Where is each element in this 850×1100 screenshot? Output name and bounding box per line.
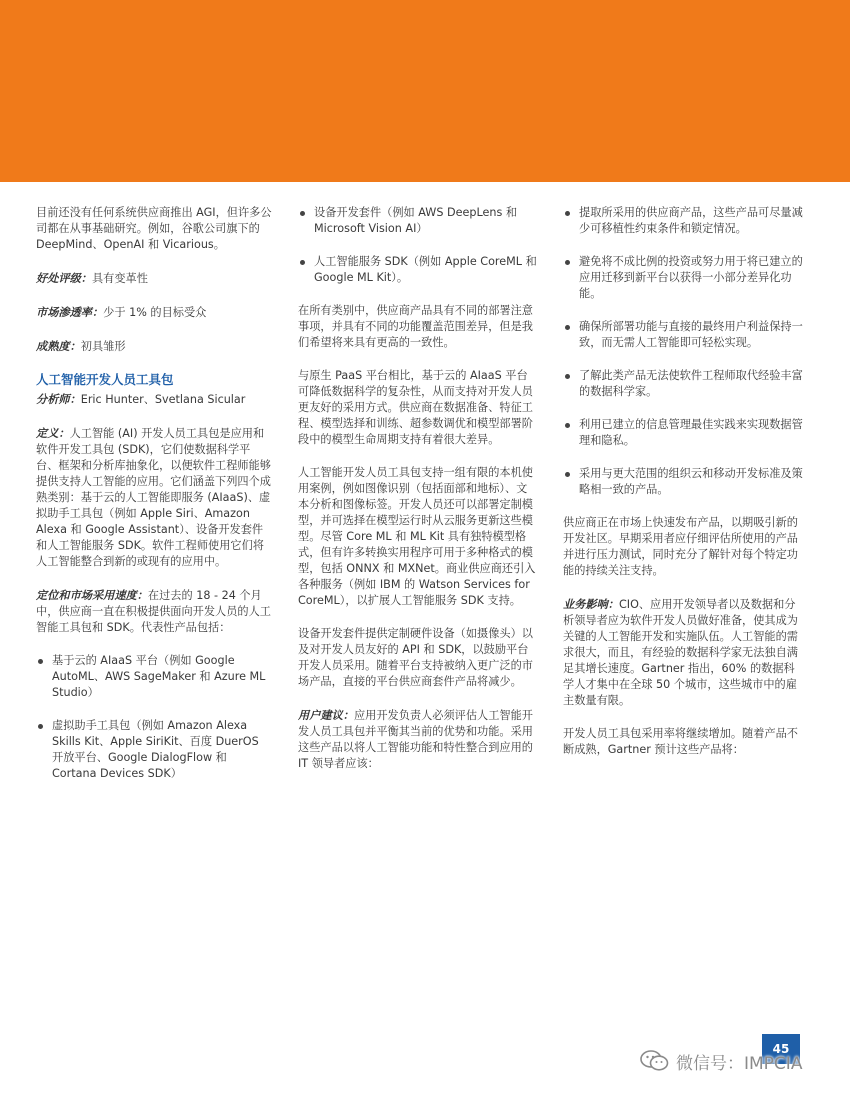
page-number: 45 (762, 1034, 800, 1064)
list-item: 利用已建立的信息管理最佳实践来实现数据管理和隐私。 (563, 417, 803, 449)
list-item: 设备开发套件（例如 AWS DeepLens 和 Microsoft Vision AI） (298, 205, 538, 237)
benefit-value: 具有变革性 (91, 272, 148, 285)
bullet-icon (565, 211, 570, 216)
list-item: 避免将不成比例的投资或努力用于将已建立的应用迁移到新平台以获得一小部分差异化功能。 (563, 254, 803, 302)
watermark-text: 微信号：IMPCIA (676, 1053, 803, 1074)
position-text: 在过去的 18 - 24 个月中，供应商一直在积极提供面向开发人员的人工智能工具包和 SDK。代表性产品包括： (36, 589, 271, 634)
list-item: 虚拟助手工具包（例如 Amazon Alexa Skills Kit、Apple SiriKit、百度 DuerOS 开放平台、Google DialogFlow 和 Cortana Devices SDK） (36, 718, 272, 782)
bullet-icon (565, 374, 570, 379)
header-band (0, 0, 850, 182)
wechat-icon (640, 1049, 670, 1073)
analyst-label: 分析师： (36, 392, 81, 406)
advice-label: 用户建议： (298, 708, 354, 722)
penetration-label: 市场渗透率： (36, 305, 104, 319)
column-2 (298, 205, 538, 789)
paragraph: 在所有类别中，供应商产品具有不同的部署注意事项，并具有不同的功能覆盖范围差异，但是我们希望将来具有更高的一致性。 (298, 304, 533, 349)
impact-label: 业务影响： (563, 597, 619, 611)
product-list (36, 653, 272, 782)
benefit-label: 好处评级： (36, 271, 92, 285)
definition-label: 定义： (36, 426, 70, 440)
advice-text: 应用开发负责人必须评估人工智能开发人员工具包并平衡其当前的优势和功能。采用这些产品以将人工智能功能和特性整合到应用的 IT 领导者应该： (298, 709, 533, 770)
list-item: 提取所采用的供应商产品，这些产品可尽量减少可移植性约束条件和锁定情况。 (563, 205, 803, 237)
bullet-icon (565, 325, 570, 330)
paragraph: 人工智能开发人员工具包支持一组有限的本机使用案例，例如图像识别（包括面部和地标）、文本分析和图像标签。开发人员还可以部署定制模型，并可选择在模型运行时从云服务更新这些模型。尽管 Core ML 和 ML Kit 具有独特模型格式，但有许多转换实用程序可用于多种格式的模型，包括 ONNX 和 MXNet。商业供应商还引入各种服务（例如 IBM 的 Watson Services for CoreML），以扩展人工智能服务 SDK 支持。 (298, 466, 536, 607)
column-1 (36, 205, 272, 799)
bullet-icon (38, 659, 43, 664)
benefit-rating (36, 270, 272, 287)
product-list-continued (298, 205, 538, 286)
bullet-icon (38, 724, 43, 729)
bullet-icon (300, 260, 305, 265)
position-paragraph (36, 587, 272, 636)
paragraph: 供应商正在市场上快速发布产品，以期吸引新的开发社区。早期采用者应仔细评估所使用的产品并进行压力测试，同时充分了解针对每个特定功能的持续关注支持。 (563, 516, 798, 577)
paragraph: 设备开发套件提供定制硬件设备（如摄像头）以及对开发人员友好的 API 和 SDK，以鼓励平台开发人员采用。随着平台支持被纳入更广泛的市场产品，直接的平台供应商套件产品将减少。 (298, 627, 533, 688)
paragraph: 开发人员工具包采用率将继续增加。随着产品不断成熟，Gartner 预计这些产品将： (563, 727, 798, 756)
bullet-icon (565, 472, 570, 477)
list-item: 采用与更大范围的组织云和移动开发标准及策略相一致的产品。 (563, 466, 803, 498)
maturity (36, 338, 272, 355)
list-item: 基于云的 AIaaS 平台（例如 Google AutoML、AWS SageMaker 和 Azure ML Studio） (36, 653, 272, 701)
maturity-value: 初具雏形 (80, 340, 126, 353)
list-item: 确保所部署功能与直接的最终用户利益保持一致，而无需人工智能即可轻松实现。 (563, 319, 803, 351)
bullet-icon (300, 211, 305, 216)
definition-paragraph (36, 425, 272, 570)
list-item: 了解此类产品无法使软件工程师取代经验丰富的数据科学家。 (563, 368, 803, 400)
definition-text: 人工智能 (AI) 开发人员工具包是应用和软件开发工具包 (SDK)，它们使数据科学平台、框架和分析库抽象化，以便软件工程师能够提供支持人工智能的应用。它们涵盖下列四个成熟类别：基于云的人工智能即服务 (AIaaS)、虚拟助手工具包（例如 Apple Siri、Amazon Alexa 和 Google Assistant）、设备开发套件和人工智能服务 SDK。软件工程师使用它们将人工智能整合到新的或现有的应用中。 (36, 427, 271, 568)
business-impact-paragraph (563, 596, 803, 709)
paragraph: 与原生 PaaS 平台相比，基于云的 AIaaS 平台可降低数据科学的复杂性，从而支持对开发人员更友好的采用方式。供应商在数据准备、特征工程、模型选择和训练、超参数调优和模型部署阶段中的模型生命周期支持有着很大差异。 (298, 369, 533, 446)
bullet-icon (565, 423, 570, 428)
analyst-line (36, 391, 272, 408)
market-penetration (36, 304, 272, 321)
impact-text: CIO、应用开发领导者以及数据和分析领导者应为软件开发人员做好准备，使其成为关键的人工智能开发和实施队伍。人工智能的需求很大，而且，有经验的数据科学家无法独自满足其增长速度。Gartner 指出，60% 的数据科学人才集中在全球 50 个城市，这些城市中的雇主数量有限。 (563, 598, 798, 707)
analyst-value: Eric Hunter、Svetlana Sicular (80, 393, 246, 406)
watermark (640, 1048, 802, 1074)
position-label: 定位和市场采用速度： (36, 588, 148, 602)
bullet-icon (565, 260, 570, 265)
recommendation-list (563, 205, 803, 498)
list-item: 人工智能服务 SDK（例如 Apple CoreML 和 Google ML Kit）。 (298, 254, 538, 286)
intro-paragraph: 目前还没有任何系统供应商推出 AGI，但许多公司都在从事基础研究。例如，谷歌公司旗下的 DeepMind、OpenAI 和 Vicarious。 (36, 206, 272, 251)
penetration-value: 少于 1% 的目标受众 (103, 306, 207, 319)
user-advice-paragraph (298, 707, 538, 772)
column-3 (563, 205, 803, 775)
section-title: 人工智能开发人员工具包 (36, 372, 174, 387)
maturity-label: 成熟度： (36, 339, 81, 353)
